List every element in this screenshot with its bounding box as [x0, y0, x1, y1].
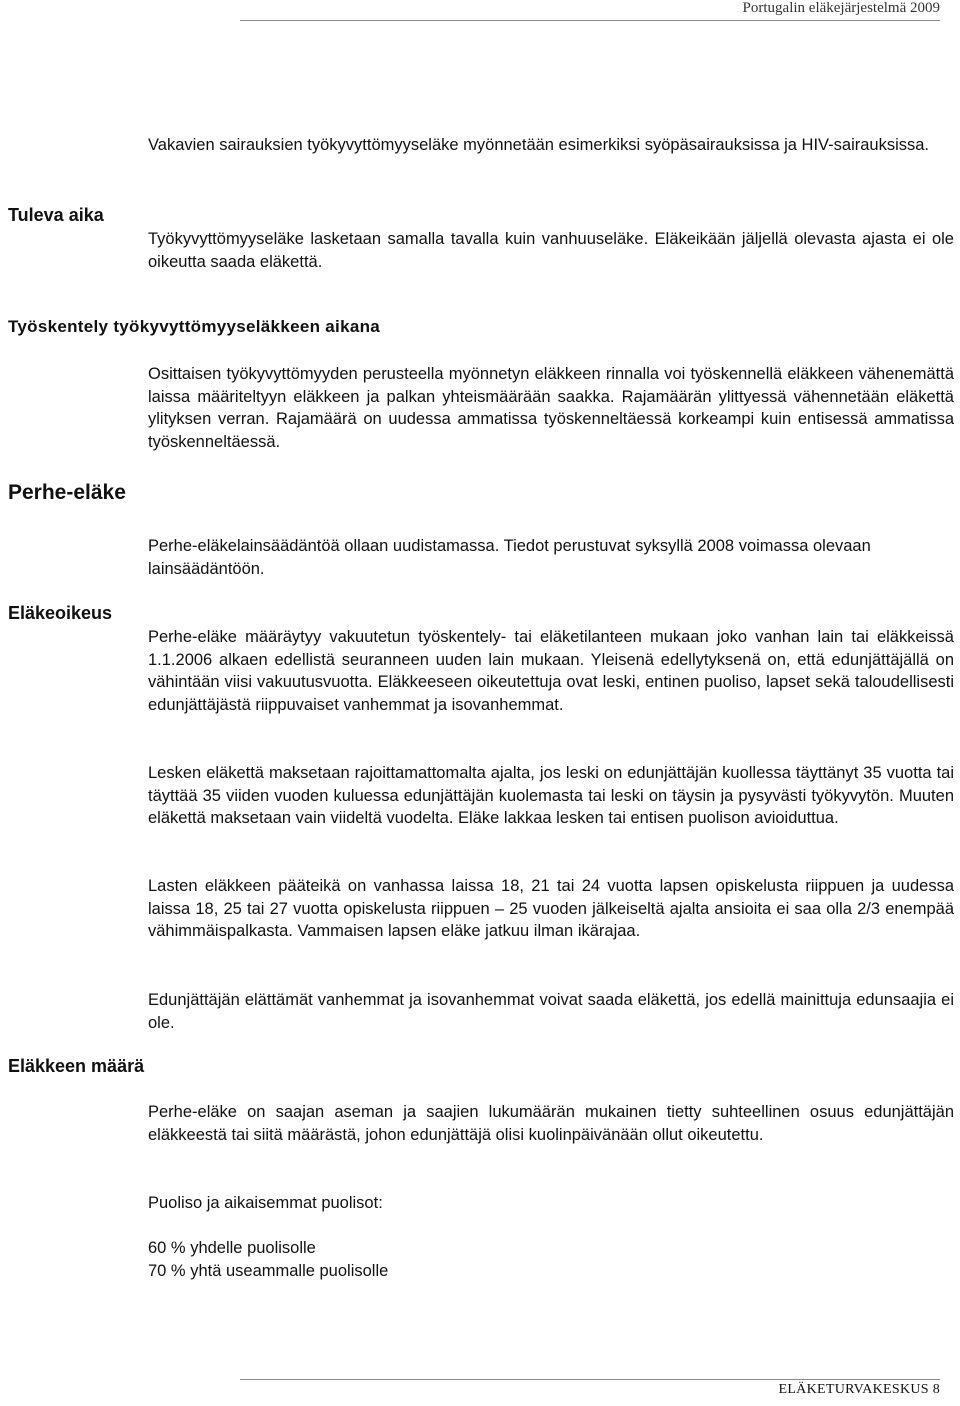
side-heading-perhe-elake: Perhe-eläke: [8, 481, 126, 504]
paragraph-elakkeen-maara: Perhe-eläke on saajan aseman ja saajien lukumäärän mukainen tietty suhteellinen osuus edunjättäjän eläkkeestä tai siitä määrästä, johon edunjättäjä olisi kuolinpäivänään ollut oikeutettu.: [148, 1103, 954, 1144]
paragraph-lesken-elake: Lesken eläkettä maksetaan rajoittamattomalta ajalta, jos leski on edunjättäjän kuollessa täyttänyt 35 vuotta tai täyttää 35 viiden vuoden kuluessa edunjättäjän kuolemasta tai leski on täysin ja pysyvästi työkyvytön. Muuten eläkettä maksetaan vain viideltä vuodelta. Eläke lakkaa lesken tai entisen puolison avioiduttua.: [148, 764, 954, 828]
paragraph-lainsaadanto: Perhe-eläkelainsäädäntöä ollaan uudistamassa. Tiedot perustuvat syksyllä 2008 voimassa olevaan lainsäädäntöön.: [148, 537, 871, 578]
paragraph-tyoskentely: Osittaisen työkyvyttömyyden perusteella myönnetyn eläkkeen rinnalla voi työskennellä eläkkeen vähenemättä laissa määriteltyyn eläkkeen ja palkan yhteismäärään saakka. Rajamäärän ylittyessä vähennetään eläkettä ylityksen verran. Rajamäärä on uudessa ammatissa työskenneltäessä korkeampi kuin entisessä ammatissa työskenneltäessä.: [148, 365, 954, 452]
paragraph-puolisot: Puoliso ja aikaisemmat puolisot:: [148, 1194, 383, 1212]
side-heading-elakkeen-maara: Eläkkeen määrä: [8, 1056, 145, 1076]
side-heading-tuleva-aika: Tuleva aika: [8, 205, 104, 225]
section-heading-tyoskentely: Työskentely työkyvyttömyyseläkkeen aikana: [8, 317, 381, 336]
side-heading-elakeoikeus: Eläkeoikeus: [8, 603, 113, 623]
paragraph-elakeoikeus: Perhe-eläke määräytyy vakuutetun työskentely- tai eläketilanteen mukaan joko vanhan lain tai eläkkeissä 1.1.2006 alkaen edellistä seuranneen uuden lain mukaan. Yleisenä edellytyksenä on, että edunjättäjällä on vähintään viisi vakuutusvuotta. Eläkkeeseen oikeutettuja ovat leski, entinen puoliso, lapset sekä taloudellisesti edunjättäjästä riippuvaiset vanhemmat ja isovanhemmat.: [148, 628, 954, 715]
running-header: Portugalin eläkejärjestelmä 2009: [240, 0, 940, 21]
paragraph-vakavat-sairaudet: Vakavien sairauksien työkyvyttömyyseläke myönnetään esimerkiksi syöpäsairauksissa ja HIV-sairauksissa.: [148, 136, 930, 154]
paragraph-lasten-elake: Lasten eläkkeen pääteikä on vanhassa laissa 18, 21 tai 24 vuotta lapsen opiskelusta riippuen ja uudessa laissa 18, 25 tai 27 vuotta opiskelusta riippuen – 25 vuoden jälkeiseltä ajalta ansioita ei saa olla 2/3 enempää vähimmäispalkasta. Vammaisen lapsen eläke jatkuu ilman ikärajaa.: [148, 877, 954, 941]
paragraph-tuleva-aika: Työkyvyttömyyseläke lasketaan samalla tavalla kuin vanhuuseläke. Eläkeikään jäljellä olevasta ajasta ei ole oikeutta saada eläkettä.: [148, 230, 954, 271]
list-item: 70 % yhtä useammalle puolisolle: [148, 1262, 389, 1280]
paragraph-vanhemmat: Edunjättäjän elättämät vanhemmat ja isovanhemmat voivat saada eläkettä, jos edellä mainittuja edunsaajia ei ole.: [148, 991, 954, 1032]
list-item: 60 % yhdelle puolisolle: [148, 1239, 316, 1257]
running-footer: ELÄKETURVAKESKUS 8: [240, 1379, 940, 1406]
